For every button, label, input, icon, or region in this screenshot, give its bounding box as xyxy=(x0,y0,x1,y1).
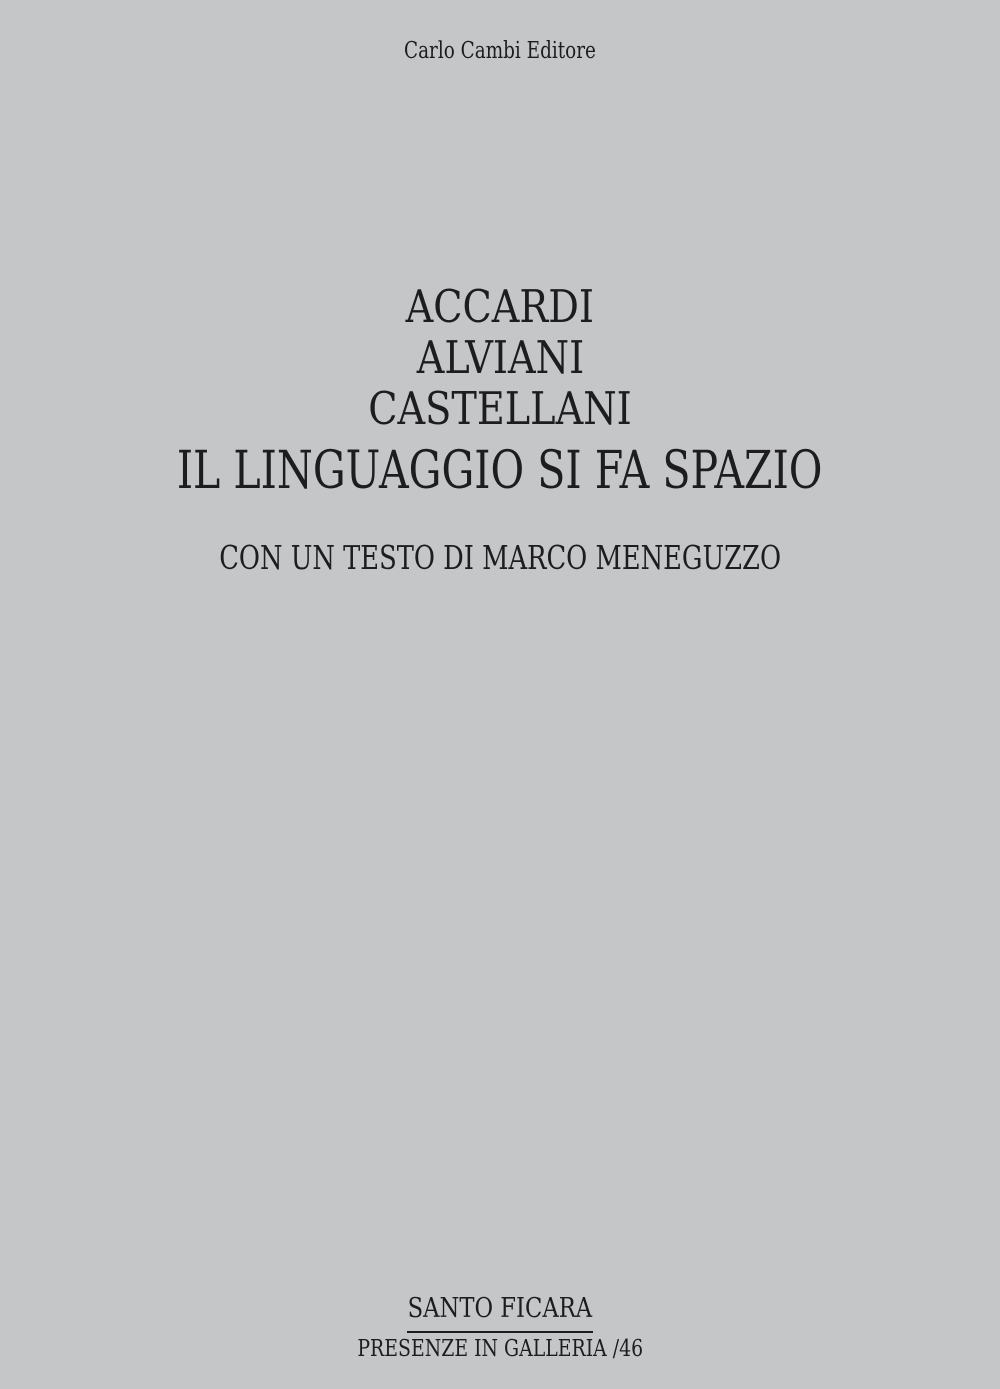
artist-name: CASTELLANI xyxy=(368,382,632,435)
publisher-name xyxy=(0,38,1000,64)
book-title-text: IL LINGUAGGIO SI FA SPAZIO xyxy=(177,441,823,501)
subtitle-text: CON UN TESTO DI MARCO MENEGUZZO xyxy=(219,538,781,577)
series-label xyxy=(0,1336,1000,1362)
artist-name: ALVIANI xyxy=(416,331,584,384)
gallery-underline xyxy=(407,1331,593,1333)
gallery-name xyxy=(0,1293,1000,1324)
gallery-name-text: SANTO FICARA xyxy=(407,1293,593,1324)
series-label-text: PRESENZE IN GALLERIA /46 xyxy=(357,1336,643,1362)
artist-list xyxy=(0,281,1000,434)
publisher-name-text: Carlo Cambi Editore xyxy=(404,38,596,64)
subtitle xyxy=(0,538,1000,577)
book-title xyxy=(0,441,1000,501)
artist-name: ACCARDI xyxy=(405,280,595,333)
